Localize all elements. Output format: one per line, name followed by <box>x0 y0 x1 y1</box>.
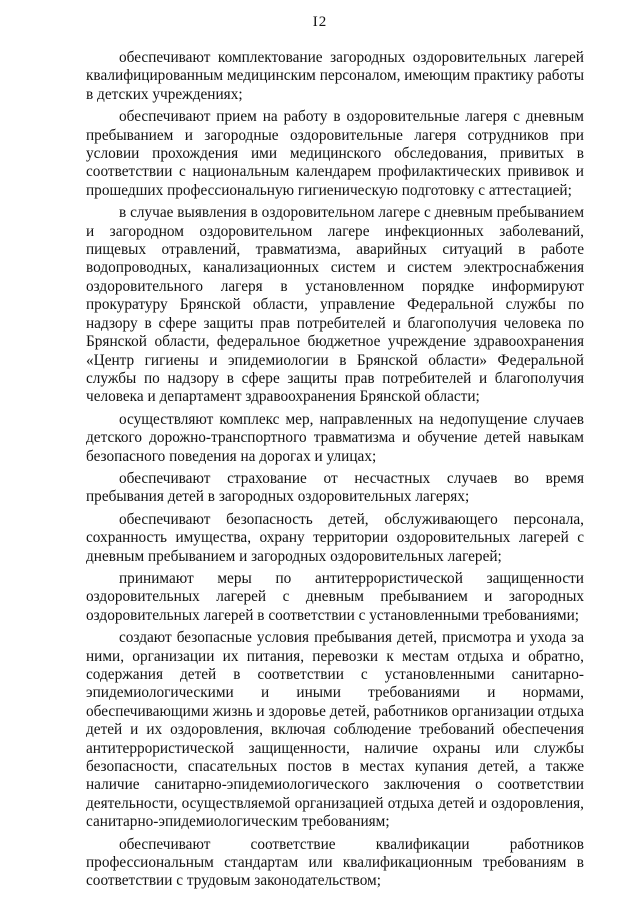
paragraph-road-safety: осуществляют комплекс мер, направленных на недопущение случаев детского дорожно-транспортного травматизма и обучение детей навыкам безопасного поведения на дорогах и улицах; <box>86 410 584 465</box>
paragraph-qualification: обеспечивают соответствие квалификации работников профессиональным стандартам или квалификационным требованиям в соответствии с трудовым законодательством; <box>86 835 584 890</box>
page-number: I2 <box>312 14 328 30</box>
paragraph-antiterrorism: принимают меры по антитеррористической защищенности оздоровительных лагерей с дневным пребыванием и загородных оздоровительных лагерей в соответствии с установленными требованиями; <box>86 569 584 624</box>
document-body <box>86 49 584 895</box>
paragraph-security: обеспечивают безопасность детей, обслуживающего персонала, сохранность имущества, охрану территории оздоровительных лагерей с дневным пребыванием и загородных оздоровительных лагерей; <box>86 510 584 565</box>
paragraph-insurance: обеспечивают страхование от несчастных случаев во время пребывания детей в загородных оздоровительных лагерях; <box>86 469 584 506</box>
paragraph-incident-reporting: в случае выявления в оздоровительном лагере с дневным пребыванием и загородном оздоровительном лагере инфекционных заболеваний, пищевых отравлений, травматизма, аварийных ситуаций в работе водопроводных, канализационных систем и систем электроснабжения оздоровительного лагеря в установленном порядке информируют прокуратуру Брянской области, управление Федеральной службы по надзору в сфере защиты прав потребителей и благополучия человека по Брянской области, федеральное бюджетное учреждение здравоохранения «Центр гигиены и эпидемиологии в Брянской области» Федеральной службы по надзору в сфере защиты прав потребителей и благополучия человека и департамент здравоохранения Брянской области; <box>86 204 584 406</box>
paragraph-medical-staff: обеспечивают комплектование загородных оздоровительных лагерей квалифицированным медицинским персоналом, имеющим практику работы в детских учреждениях; <box>86 49 584 103</box>
paragraph-safe-conditions: создают безопасные условия пребывания детей, присмотра и ухода за ними, организации их питания, перевозки к местам отдыха и обратно, содержания детей в соответствии с установленными санитарно-эпидемиологическими и иными требованиями и нормами, обеспечивающими жизнь и здоровье детей, работников организации отдыха детей и их оздоровления, включая соблюдение требований обеспечения антитеррористической защищенности, наличие охраны или службы безопасности, спасательных постов в местах купания детей, а также наличие санитарно-эпидемиологического заключения о соответствии деятельности, осуществляемой организацией отдыха детей и оздоровления, санитарно-эпидемиологическим требованиям; <box>86 629 584 831</box>
paragraph-staff-hiring: обеспечивают прием на работу в оздоровительные лагеря с дневным пребыванием и загородные оздоровительные лагеря сотрудников при условии прохождения ими медицинского обследования, привитых в соответствии с национальным календарем профилактических прививок и прошедших профессиональную гигиеническую подготовку с аттестацией; <box>86 108 584 199</box>
